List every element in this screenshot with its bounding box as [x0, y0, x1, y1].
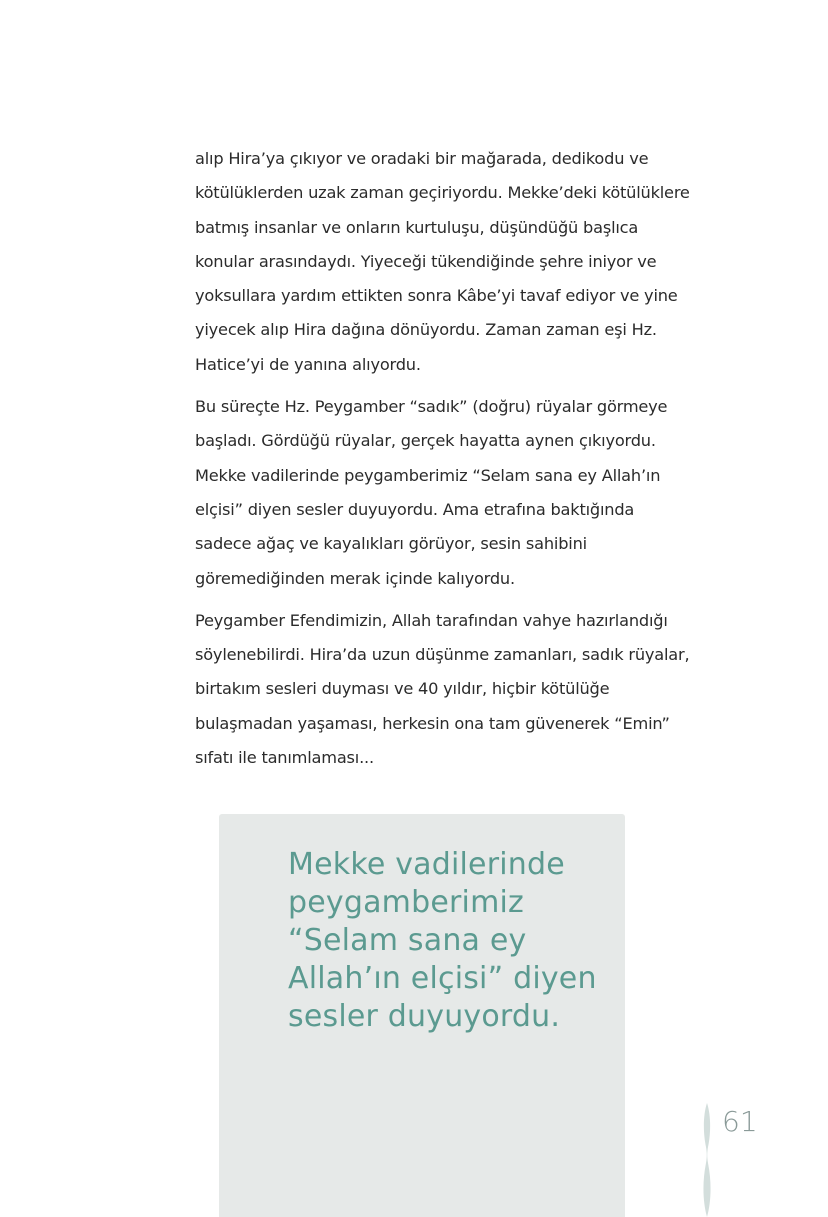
body-text — [195, 142, 695, 783]
pull-quote: Mekke vadilerinde peygamberimiz “Selam sana ey Allah’ın elçisi” diyen sesler duyuyordu. — [288, 847, 597, 1034]
paragraph-3: Peygamber Efendimizin, Allah tarafından vahye hazırlandığı söylenebilirdi. Hira’da uzun düşünme zamanları, sadık rüyalar, birtakım sesleri duyması ve 40 yıldır, hiçbir kötülüğe bulaşmadan yaşaması, herkesin ona tam güvenerek “Emin” sıfatı ile tanımlaması... — [195, 610, 690, 768]
page-number: 61 — [722, 1105, 758, 1138]
paragraph-1: alıp Hira’ya çıkıyor ve oradaki bir mağarada, dedikodu ve kötülüklerden uzak zaman geçiriyordu. Mekke’deki kötülüklere batmış insanlar ve onların kurtuluşu, düşündüğü başlıca konular arasındaydı. Yiyeceği tükendiğinde şehre iniyor ve yoksullara yardım ettikten sonra Kâbe’yi tavaf ediyor ve yine yiyecek alıp Hira dağına dönüyordu. Zaman zaman eşi Hz. Hatice’yi de yanına alıyordu. — [195, 149, 690, 374]
page-ornament-icon — [700, 1103, 714, 1217]
pull-quote-box — [219, 814, 625, 1217]
paragraph-2: Bu süreçte Hz. Peygamber “sadık” (doğru) rüyalar görmeye başladı. Gördüğü rüyalar, gerçek hayatta aynen çıkıyordu. Mekke vadilerinde peygamberimiz “Selam sana ey Allah’ın elçisi” diyen sesler duyuyordu. Ama etrafına baktığında sadece ağaç ve kayalıkları görüyor, sesin sahibini göremediğinden merak içinde kalıyordu. — [195, 397, 668, 588]
